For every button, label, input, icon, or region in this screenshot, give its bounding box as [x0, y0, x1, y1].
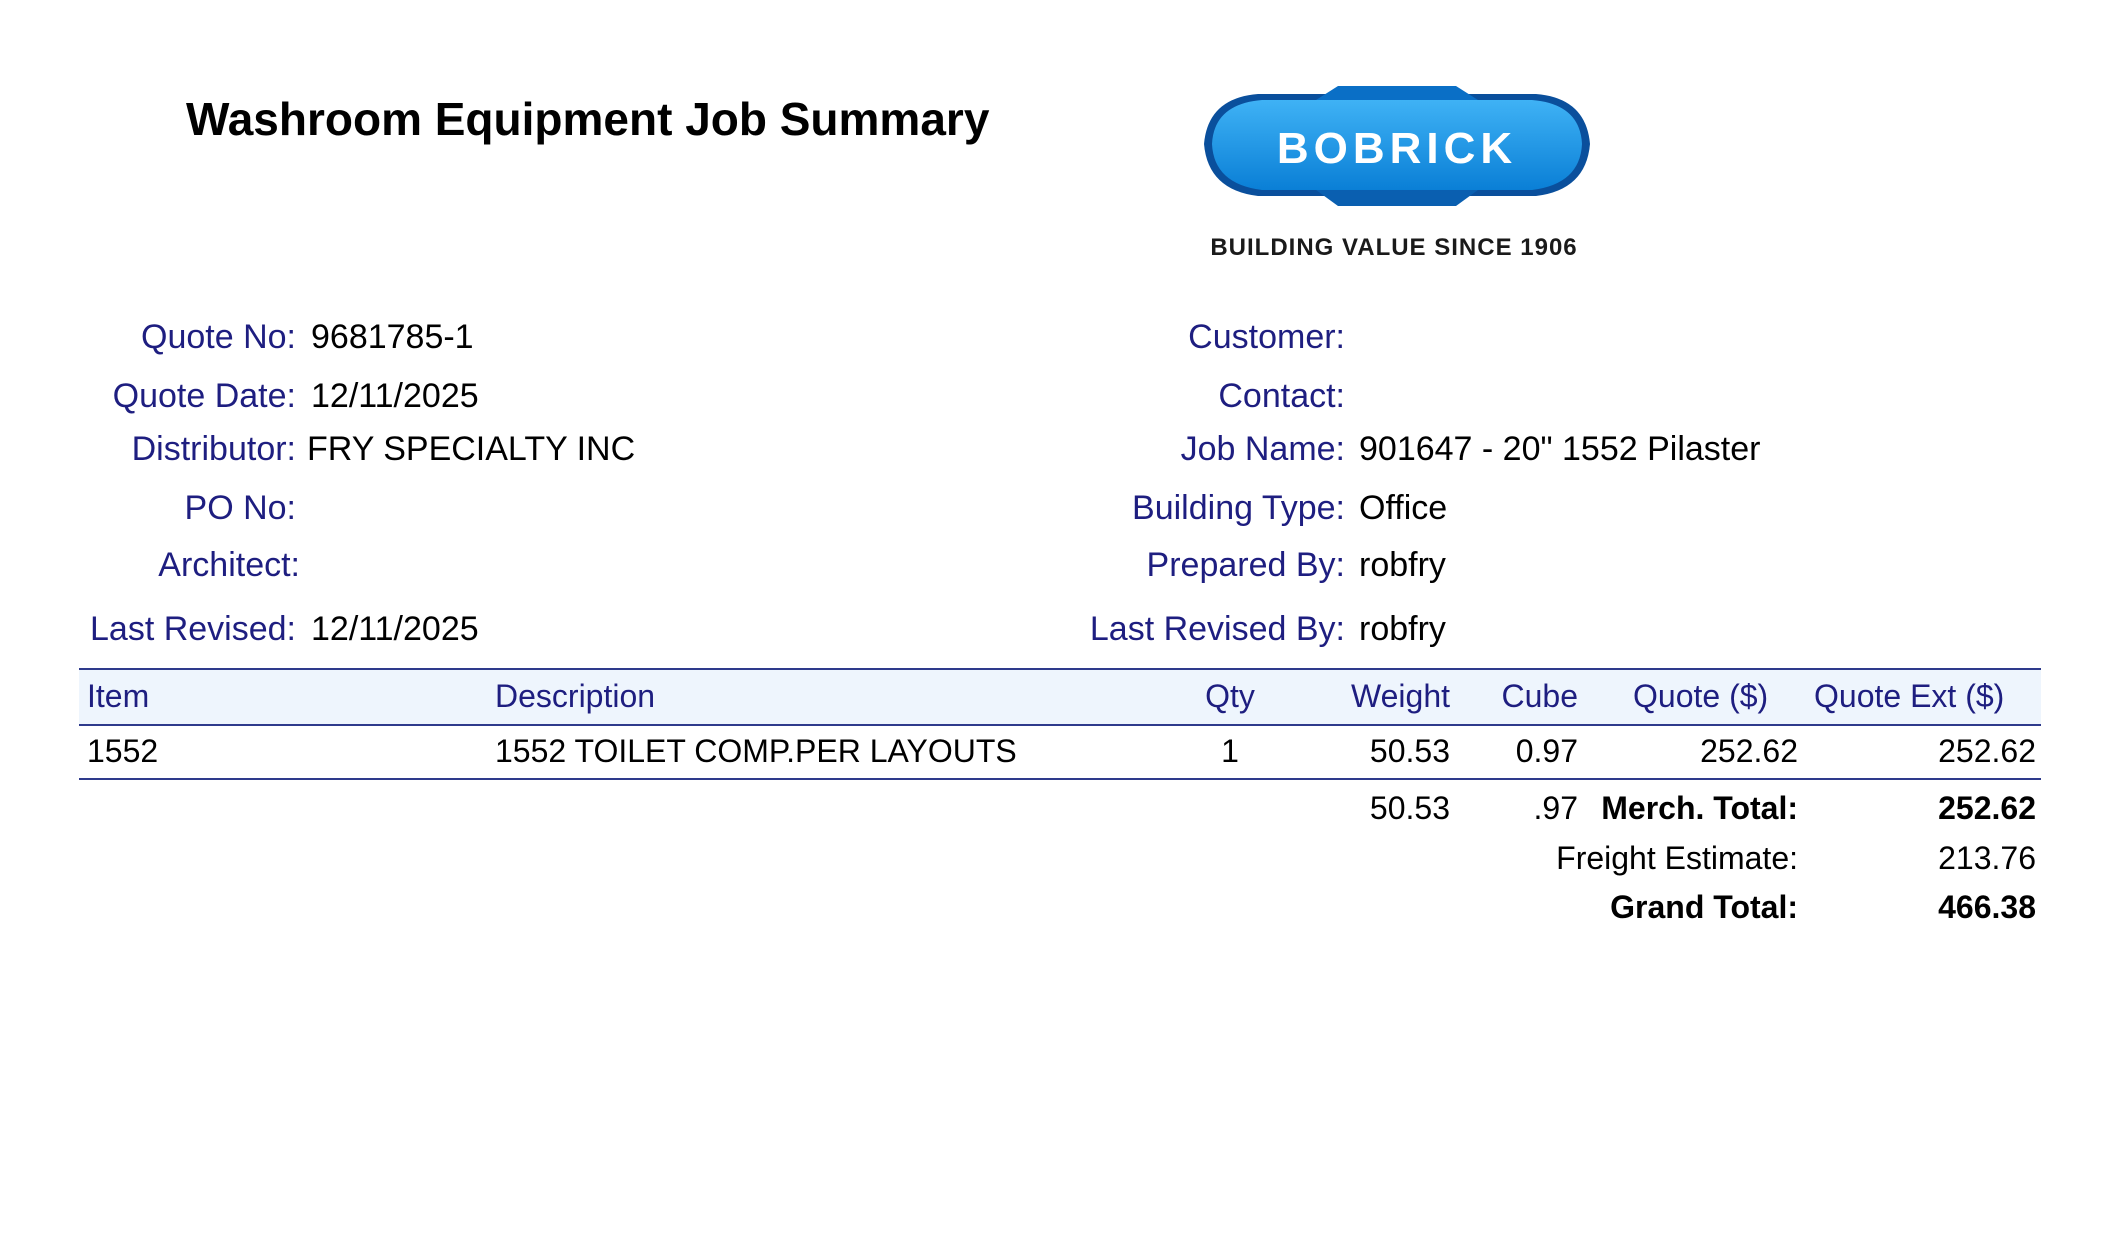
prepared-by-value: robfry	[1359, 546, 1446, 584]
freight-estimate-label: Freight Estimate:	[1556, 840, 1798, 876]
customer-label: Customer:	[1188, 318, 1345, 356]
logo-brand-text: BOBRICK	[1276, 124, 1518, 173]
page-title: Washroom Equipment Job Summary	[186, 93, 990, 145]
merch-total-value: 252.62	[1938, 790, 2036, 826]
po-no-label: PO No:	[184, 489, 296, 527]
grand-total-label: Grand Total:	[1610, 889, 1798, 925]
last-revised-by-label: Last Revised By:	[1089, 610, 1345, 648]
prepared-by-label: Prepared By:	[1146, 546, 1345, 584]
cube-total: .97	[1533, 790, 1578, 826]
weight-total: 50.53	[1369, 790, 1450, 826]
job-name-label: Job Name:	[1180, 430, 1345, 468]
table-top-rule	[79, 668, 2041, 670]
merch-total-label: Merch. Total:	[1601, 790, 1798, 826]
distributor-value: FRY SPECIALTY INC	[307, 430, 636, 468]
table-header-rule	[79, 724, 2041, 726]
row-quote: 252.62	[1700, 733, 1798, 769]
row-description: 1552 TOILET COMP.PER LAYOUTS	[495, 733, 1017, 769]
col-header-qty: Qty	[1205, 678, 1255, 714]
architect-label: Architect:	[158, 546, 300, 584]
last-revised-by-value: robfry	[1359, 610, 1446, 648]
row-quote-ext: 252.62	[1938, 733, 2036, 769]
row-qty: 1	[1221, 733, 1239, 769]
bobrick-logo	[1188, 74, 1606, 276]
col-header-item: Item	[87, 678, 150, 714]
last-revised-label: Last Revised:	[90, 610, 296, 648]
col-header-quote: Quote ($)	[1633, 678, 1769, 714]
grand-total-value: 466.38	[1938, 889, 2036, 925]
logo-tagline: BUILDING VALUE SINCE 1906	[1210, 234, 1578, 261]
table-bottom-rule	[79, 778, 2041, 780]
quote-date-label: Quote Date:	[112, 377, 296, 415]
quote-date-value: 12/11/2025	[311, 377, 479, 415]
col-header-quote-ext: Quote Ext ($)	[1814, 678, 2005, 714]
row-weight: 50.53	[1369, 733, 1450, 769]
last-revised-value: 12/11/2025	[311, 610, 479, 648]
contact-label: Contact:	[1218, 377, 1345, 415]
row-item: 1552	[87, 733, 159, 769]
row-cube: 0.97	[1515, 733, 1578, 769]
quote-no-value: 9681785-1	[311, 318, 474, 356]
freight-estimate-value: 213.76	[1938, 840, 2036, 876]
distributor-label: Distributor:	[131, 430, 296, 468]
job-name-value: 901647 - 20" 1552 Pilaster	[1359, 430, 1761, 468]
building-type-value: Office	[1359, 489, 1448, 527]
quote-no-label: Quote No:	[141, 318, 296, 356]
col-header-cube: Cube	[1501, 678, 1578, 714]
col-header-weight: Weight	[1350, 678, 1450, 714]
building-type-label: Building Type:	[1132, 489, 1345, 527]
col-header-description: Description	[495, 678, 656, 714]
